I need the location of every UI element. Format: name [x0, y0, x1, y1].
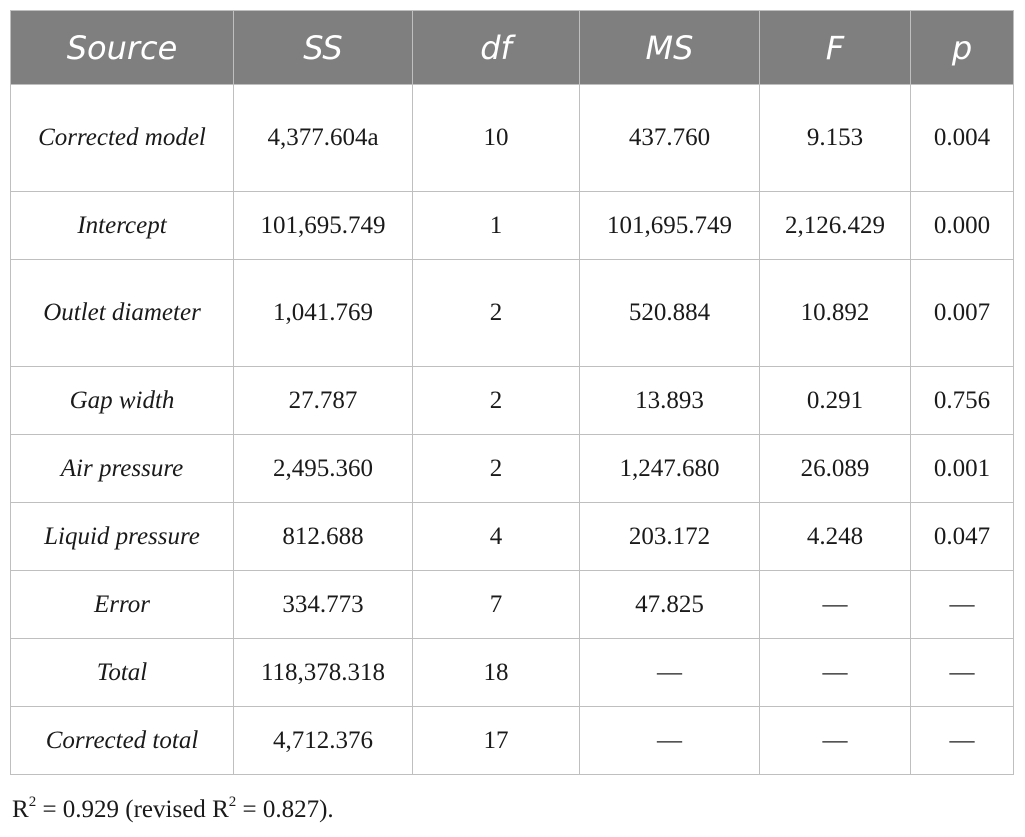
cell-ss: 2,495.360: [234, 435, 413, 503]
cell-ms: 203.172: [580, 503, 760, 571]
table-row: [11, 707, 1014, 775]
cell-f: 0.291: [760, 367, 911, 435]
cell-ss: 101,695.749: [234, 192, 413, 260]
cell-p: —: [911, 639, 1014, 707]
cell-source: Gap width: [11, 367, 234, 435]
table-row: [11, 192, 1014, 260]
cell-df: 2: [413, 435, 580, 503]
header-df: df: [413, 11, 580, 85]
cell-df: 10: [413, 85, 580, 192]
header-p: p: [911, 11, 1014, 85]
header-ms: MS: [580, 11, 760, 85]
header-row: [11, 11, 1014, 85]
cell-p: 0.001: [911, 435, 1014, 503]
anova-table: [10, 10, 1014, 775]
cell-df: 17: [413, 707, 580, 775]
cell-ss: 334.773: [234, 571, 413, 639]
header-source: Source: [11, 11, 234, 85]
cell-source: Error: [11, 571, 234, 639]
cell-source: Intercept: [11, 192, 234, 260]
table-row: [11, 367, 1014, 435]
cell-source: Air pressure: [11, 435, 234, 503]
cell-f: 26.089: [760, 435, 911, 503]
cell-ms: 47.825: [580, 571, 760, 639]
header-f: F: [760, 11, 911, 85]
cell-f: —: [760, 639, 911, 707]
cell-ms: 13.893: [580, 367, 760, 435]
cell-ms: —: [580, 639, 760, 707]
cell-ss: 118,378.318: [234, 639, 413, 707]
table-row: [11, 435, 1014, 503]
footnote-superscript: 2: [28, 794, 37, 810]
cell-p: 0.047: [911, 503, 1014, 571]
cell-source: Outlet diameter: [11, 260, 234, 367]
cell-df: 2: [413, 260, 580, 367]
cell-source: Corrected model: [11, 85, 234, 192]
cell-f: 4.248: [760, 503, 911, 571]
cell-f: 9.153: [760, 85, 911, 192]
cell-df: 2: [413, 367, 580, 435]
cell-source: Corrected total: [11, 707, 234, 775]
cell-ms: —: [580, 707, 760, 775]
cell-f: —: [760, 571, 911, 639]
cell-p: 0.004: [911, 85, 1014, 192]
table-row: [11, 85, 1014, 192]
cell-ss: 4,712.376: [234, 707, 413, 775]
cell-f: 2,126.429: [760, 192, 911, 260]
cell-ms: 1,247.680: [580, 435, 760, 503]
table-row: [11, 503, 1014, 571]
cell-p: —: [911, 707, 1014, 775]
footnote-superscript-revised: 2: [228, 794, 237, 810]
cell-ss: 4,377.604a: [234, 85, 413, 192]
footnote-text-2: = 0.827).: [236, 796, 334, 823]
cell-df: 7: [413, 571, 580, 639]
cell-df: 1: [413, 192, 580, 260]
header-ss: SS: [234, 11, 413, 85]
table-footnote: [12, 796, 334, 824]
cell-df: 4: [413, 503, 580, 571]
cell-f: —: [760, 707, 911, 775]
cell-p: 0.756: [911, 367, 1014, 435]
cell-p: 0.000: [911, 192, 1014, 260]
cell-ms: 101,695.749: [580, 192, 760, 260]
cell-ss: 27.787: [234, 367, 413, 435]
cell-source: Liquid pressure: [11, 503, 234, 571]
cell-ms: 437.760: [580, 85, 760, 192]
footnote-r: R: [12, 796, 29, 823]
table-row: [11, 639, 1014, 707]
cell-df: 18: [413, 639, 580, 707]
footnote-r-revised: R: [212, 796, 229, 823]
cell-p: 0.007: [911, 260, 1014, 367]
cell-f: 10.892: [760, 260, 911, 367]
table-row: [11, 571, 1014, 639]
footnote-text-1: = 0.929 (revised: [36, 796, 213, 823]
cell-ms: 520.884: [580, 260, 760, 367]
cell-ss: 812.688: [234, 503, 413, 571]
cell-ss: 1,041.769: [234, 260, 413, 367]
cell-p: —: [911, 571, 1014, 639]
cell-source: Total: [11, 639, 234, 707]
table-row: [11, 260, 1014, 367]
